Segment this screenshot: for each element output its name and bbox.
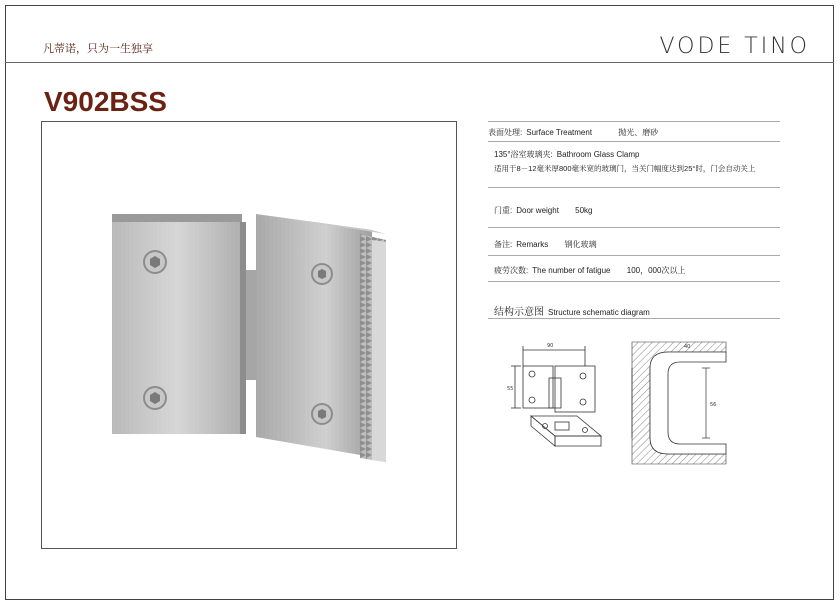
dim-label: 40 (684, 344, 691, 350)
spec-divider (488, 281, 780, 282)
spec-clamp-note: 适用于8－12毫米厚800毫米宽的玻璃门，当关门幅度达到25°时，门会自动关上 (494, 164, 756, 173)
spec-divider (488, 318, 780, 319)
structure-diagram-front (505, 336, 615, 466)
spec-fatigue: 疲劳次数: The number of fatigue 100，000次以上 (494, 266, 686, 275)
model-number: V902BSS (44, 86, 167, 117)
spec-divider (488, 121, 780, 122)
spec-structure: 结构示意图 Structure schematic diagram (494, 307, 650, 318)
spec-divider (488, 255, 780, 256)
spec-surface: 表面处理: Surface Treatment 抛光、磨砂 (488, 128, 659, 137)
dim-label: 90 (547, 343, 554, 349)
dim-label: 56 (710, 402, 717, 408)
header-divider (5, 62, 834, 63)
spec-divider (488, 187, 780, 188)
product-photo (41, 121, 457, 549)
spec-divider (488, 227, 780, 228)
spec-divider (488, 141, 780, 142)
structure-diagram-section (628, 338, 730, 468)
slogan: 凡蒂诺，只为一生独享 (43, 43, 153, 55)
hinge-illustration (42, 122, 457, 549)
spec-door-weight: 门重: Door weight 50kg (494, 206, 593, 215)
dim-label: 55 (507, 386, 514, 392)
spec-remarks: 备注: Remarks 钢化玻璃 (494, 240, 597, 249)
spec-clamp: 135°浴室玻璃夹: Bathroom Glass Clamp (494, 150, 640, 159)
brand-logo: VODE TINO (659, 34, 810, 59)
